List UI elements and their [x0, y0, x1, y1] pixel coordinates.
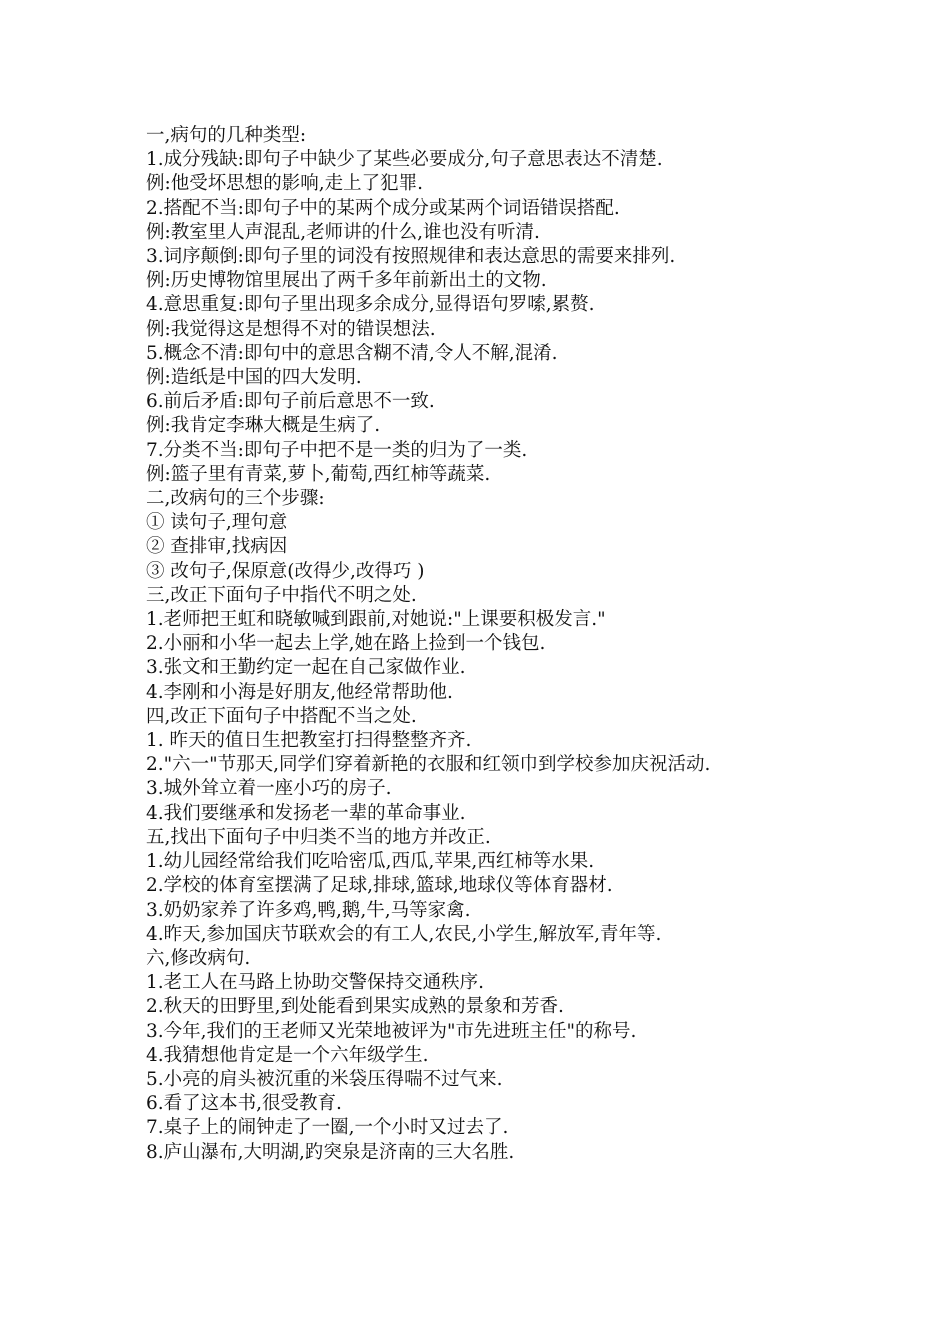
- exercise-line: 1.老师把王虹和晓敏喊到跟前,对她说:"上课要积极发言.": [146, 609, 606, 631]
- section-heading-types: 一,病句的几种类型:: [146, 125, 307, 146]
- text-line: 2.搭配不当:即句子中的某两个成分或某两个词语错误搭配.: [146, 197, 620, 219]
- example-line: 例:造纸是中国的四大发明.: [146, 367, 362, 389]
- exercise-line: 1. 昨天的值日生把教室打扫得整整齐齐.: [146, 730, 472, 752]
- exercise-line: 4.我们要继承和发扬老一辈的革命事业.: [146, 802, 466, 824]
- exercise-line: 7.桌子上的闹钟走了一圈,一个小时又过去了.: [146, 1117, 509, 1139]
- exercise-line: 4.昨天,参加国庆节联欢会的有工人,农民,小学生,解放军,青年等.: [146, 923, 662, 945]
- step-line: ① 读句子,理句意: [146, 512, 288, 534]
- exercise-line: 2.学校的体育室摆满了足球,排球,篮球,地球仪等体育器材.: [146, 875, 613, 897]
- example-line: 例:他受坏思想的影响,走上了犯罪.: [146, 173, 423, 195]
- exercise-line: 2.小丽和小华一起去上学,她在路上捡到一个钱包.: [146, 633, 546, 655]
- text-line: 3.词序颠倒:即句子里的词没有按照规律和表达意思的需要来排列.: [146, 246, 676, 268]
- example-line: 例:我肯定李琳大概是生病了.: [146, 415, 381, 437]
- step-line: ② 查排审,找病因: [146, 536, 288, 558]
- exercise-line: 8.庐山瀑布,大明湖,趵突泉是济南的三大名胜.: [146, 1141, 515, 1163]
- exercise-line: 3.城外耸立着一座小巧的房子.: [146, 778, 392, 800]
- section-heading-classification: 五,找出下面句子中归类不当的地方并改正.: [146, 826, 491, 848]
- exercise-line: 1.老工人在马路上协助交警保持交通秩序.: [146, 972, 485, 994]
- section-heading-revise: 六,修改病句.: [146, 947, 251, 969]
- section-heading-collocation: 四,改正下面句子中搭配不当之处.: [146, 705, 417, 727]
- exercise-line: 6.看了这本书,很受教育.: [146, 1093, 342, 1115]
- example-line: 例:历史博物馆里展出了两千多年前新出土的文物.: [146, 270, 547, 292]
- example-line: 例:我觉得这是想得不对的错误想法.: [146, 318, 436, 340]
- exercise-line: 1.幼儿园经常给我们吃哈密瓜,西瓜,苹果,西红柿等水果.: [146, 851, 595, 873]
- exercise-line: 2."六一"节那天,同学们穿着新艳的衣服和红领巾到学校参加庆祝活动.: [146, 754, 711, 776]
- section-heading-steps: 二,改病句的三个步骤:: [146, 488, 325, 510]
- text-line: 6.前后矛盾:即句子前后意思不一致.: [146, 391, 435, 413]
- text-line: 1.成分残缺:即句子中缺少了某些必要成分,句子意思表达不清楚.: [146, 149, 663, 171]
- text-line: 7.分类不当:即句子中把不是一类的归为了一类.: [146, 439, 528, 461]
- section-heading-reference: 三,改正下面句子中指代不明之处.: [146, 584, 417, 606]
- step-line: ③ 改句子,保原意(改得少,改得巧 ): [146, 560, 425, 582]
- exercise-line: 4.我猜想他肯定是一个六年级学生.: [146, 1044, 429, 1066]
- text-line: 4.意思重复:即句子里出现多余成分,显得语句罗嗦,累赘.: [146, 294, 595, 316]
- exercise-line: 3.张文和王勤约定一起在自己家做作业.: [146, 657, 466, 679]
- exercise-line: 2.秋天的田野里,到处能看到果实成熟的景象和芳香.: [146, 996, 564, 1018]
- example-line: 例:篮子里有青菜,萝卜,葡萄,西红柿等蔬菜.: [146, 463, 491, 485]
- example-line: 例:教室里人声混乱,老师讲的什么,谁也没有听清.: [146, 221, 540, 243]
- exercise-line: 3.今年,我们的王老师又光荣地被评为"市先进班主任"的称号.: [146, 1020, 637, 1042]
- text-line: 5.概念不清:即句中的意思含糊不清,令人不解,混淆.: [146, 342, 558, 364]
- document-body: [146, 124, 826, 1165]
- exercise-line: 3.奶奶家养了许多鸡,鸭,鹅,牛,马等家禽.: [146, 899, 471, 921]
- exercise-line: 5.小亮的肩头被沉重的米袋压得喘不过气来.: [146, 1068, 503, 1090]
- exercise-line: 4.李刚和小海是好朋友,他经常帮助他.: [146, 681, 453, 703]
